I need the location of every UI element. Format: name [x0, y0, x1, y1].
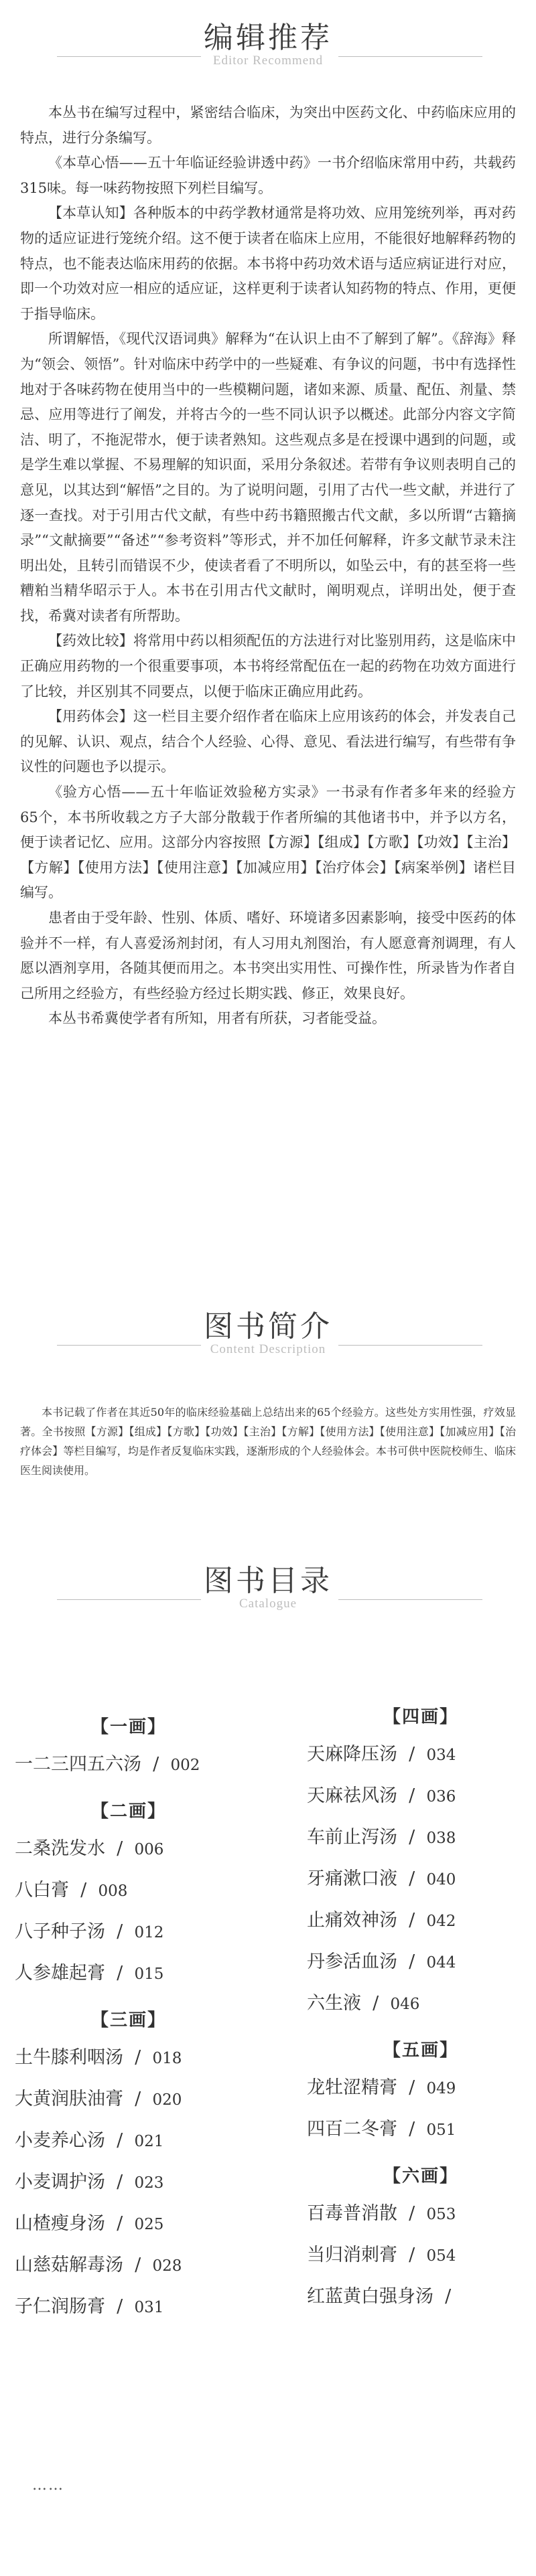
catalogue-entry[interactable]: 山慈菇解毒汤 / 028: [15, 2255, 182, 2275]
catalogue-entry[interactable]: 土牛膝利咽汤 / 018: [15, 2047, 182, 2068]
formula-name: 大黄润肤油膏: [15, 2089, 123, 2109]
formula-name: 土牛膝利咽汤: [15, 2047, 123, 2068]
page-number: 034: [426, 1747, 456, 1764]
page-number: 018: [152, 2050, 182, 2067]
catalogue-entry[interactable]: 八白膏 / 008: [15, 1880, 128, 1901]
page-number: 023: [134, 2174, 164, 2192]
formula-name: 人参雄起膏: [15, 1963, 105, 1984]
intro-paragraph: 本书记载了作者在其近50年的临床经验基础上总结出来的65个经验方。这些处方实用性强，疗效显著。全书按照【方源】【组成】【方歌】【功效】【主治】【方解】【使用方法】【使用注意】【加减应用】【治疗体会】等栏目编写，均是作者反复临床实践，逐渐形成的个人经验体会。本书可供中医院校师生、临床医生阅读使用。: [20, 1406, 516, 1477]
formula-name: 八白膏: [15, 1880, 69, 1901]
page-number: 046: [390, 1996, 420, 2013]
catalogue-entry[interactable]: 红蓝黄白强身汤 /: [307, 2286, 457, 2307]
formula-name: 子仁润肠膏: [15, 2296, 105, 2317]
header-rule-right: [338, 1345, 482, 1346]
catalogue-entry[interactable]: 龙牡涩精膏 / 049: [307, 2077, 456, 2098]
page-number: 054: [426, 2247, 456, 2265]
stroke-group-title: 【六画】: [383, 2166, 458, 2186]
stroke-group-title: 【三画】: [90, 2010, 166, 2030]
page-number: 038: [426, 1830, 456, 1847]
page-number: 008: [98, 1882, 128, 1900]
page-number: 053: [426, 2206, 456, 2223]
catalogue-entry[interactable]: 八子种子汤 / 012: [15, 1921, 164, 1942]
catalogue-entry[interactable]: 牙痛漱口液 / 040: [307, 1868, 456, 1889]
intro-header: [0, 1302, 536, 1369]
catalogue-entry[interactable]: 丹参活血汤 / 044: [307, 1951, 456, 1972]
catalogue-entry[interactable]: 当归消刺膏 / 054: [307, 2245, 456, 2265]
page-number: 049: [426, 2080, 456, 2097]
header-rule-right: [338, 56, 482, 57]
formula-name: 龙牡涩精膏: [307, 2077, 397, 2098]
catalogue-ellipsis: ……: [32, 2477, 64, 2494]
recommend-paragraph: 本丛书希冀使学者有所知，用者有所获，习者能受益。: [48, 1010, 386, 1027]
catalogue-entry[interactable]: 六生液 / 046: [307, 1993, 420, 2014]
formula-name: 天麻祛风汤: [307, 1785, 397, 1806]
formula-name: 车前止泻汤: [307, 1827, 397, 1848]
catalogue-entry[interactable]: 子仁润肠膏 / 031: [15, 2296, 164, 2317]
formula-name: 八子种子汤: [15, 1921, 105, 1942]
page-number: 025: [134, 2216, 164, 2233]
page-number: 021: [134, 2133, 164, 2150]
recommend-subtitle: Editor Recommend: [212, 54, 324, 68]
formula-name: 牙痛漱口液: [307, 1868, 397, 1889]
formula-name: 六生液: [307, 1993, 361, 2014]
recommend-paragraph: 《本草心悟——五十年临证经验讲透中药》一书介绍临床常用中药，共载药315味。每一味药物按照下列栏目编写。: [20, 155, 516, 196]
formula-name: 小麦调护汤: [15, 2172, 105, 2192]
recommend-paragraph: 《验方心悟——五十年临证效验秘方实录》一书录有作者多年来的经验方65个，本书所收载之方子大部分散载于作者所编的其他诸书中，并予以方名，便于读者记忆、应用。这部分内容按照【方源】【组成】【方歌】【功效】【主治】【方解】【使用方法】【使用注意】【加减应用】【治疗体会】【病案举例】诸栏目编写。: [20, 784, 516, 901]
catalogue-left-column: [15, 1710, 243, 2328]
page-number: 020: [152, 2091, 182, 2109]
recommend-paragraph: 患者由于受年龄、性别、体质、嗜好、环境诸多因素影响，接受中医药的体验并不一样，有人喜爱汤剂封闭，有人习用丸剂图治，有人愿意膏剂调理，有人愿以酒剂享用，各随其便而用之。本书突出实用性、可操作性，所录皆为作者自己所用之经验方，有些经验方经过长期实践、修正，效果良好。: [20, 910, 516, 1001]
formula-name: 止痛效神汤: [307, 1910, 397, 1931]
recommend-paragraph: 【用药体会】这一栏目主要介绍作者在临床上应用该药的体会，并发表自己的见解、认识、观点，结合个人经验、心得、意见、看法进行编写，有些带有争议性的问题也予以提示。: [20, 708, 516, 775]
formula-name: 二桑洗发水: [15, 1838, 105, 1859]
page-number: 006: [134, 1841, 164, 1858]
header-rule-right: [338, 1599, 482, 1600]
formula-name: 红蓝黄白强身汤: [307, 2286, 433, 2307]
catalogue-entry[interactable]: 二桑洗发水 / 006: [15, 1838, 164, 1859]
formula-name: 小麦养心汤: [15, 2130, 105, 2151]
catalogue-entry[interactable]: 车前止泻汤 / 038: [307, 1827, 456, 1848]
catalogue-header: [0, 1556, 536, 1623]
page-number: 002: [170, 1757, 200, 1774]
intro-body: [20, 1402, 516, 1480]
recommend-body: [20, 100, 516, 1032]
page-number: 042: [426, 1913, 456, 1930]
formula-name: 山楂瘦身汤: [15, 2213, 105, 2234]
page-number: 031: [134, 2299, 164, 2316]
catalogue-right-column: [307, 1700, 535, 2318]
page-number: 044: [426, 1954, 456, 1971]
recommend-paragraph: 本丛书在编写过程中，紧密结合临床，为突出中医药文化、中药临床应用的特点，进行分条编写。: [20, 104, 516, 146]
recommend-paragraph: 所谓解悟，《现代汉语词典》解释为“在认识上由不了解到了解”。《辞海》释为“领会、领悟”。针对临床中药学中的一些疑难、有争议的问题，书中有选择性地对于各味药物在使用当中的一些模糊问题，诸如来源、质量、配伍、剂量、禁忌、应用等进行了阐发，并将古今的一些不同认识予以概述。此部分内容文字简洁、明了，不拖泥带水，便于读者熟知。这些观点多是在授课中遇到的问题，或是学生难以掌握、不易理解的知识面，采用分条叙述。若带有争议则表明自己的意见，以其达到“解悟”之目的。为了说明问题，引用了古代一些文献，并进行了逐一查找。对于引用古代文献，有些中药书籍照搬古代文献，多以所谓“古籍摘录”“文献摘要”“备述”“参考资料”等形式，并不加任何解释，许多文献节录未注明出处，且转引而错误不少，使读者看了不明所以，如坠云中，有的甚至将一些糟粕当精华昭示于人。本书在引用古代文献时，阐明观点，详明出处，便于查找，希冀对读者有所帮助。: [20, 331, 516, 624]
stroke-group-title: 【一画】: [90, 1717, 166, 1737]
catalogue-entry[interactable]: 一二三四五六汤 / 002: [15, 1754, 200, 1775]
stroke-group-title: 【四画】: [383, 1707, 458, 1727]
page-number: 028: [152, 2257, 182, 2275]
recommend-header: [0, 13, 536, 80]
intro-title: 图书简介: [204, 1309, 332, 1344]
page-number: 036: [426, 1788, 456, 1805]
catalogue-entry[interactable]: 山楂瘦身汤 / 025: [15, 2213, 164, 2234]
catalogue-entry[interactable]: 天麻降压汤 / 034: [307, 1744, 456, 1765]
catalogue-entry[interactable]: 人参雄起膏 / 015: [15, 1963, 164, 1984]
catalogue-entry[interactable]: 小麦调护汤 / 023: [15, 2172, 164, 2192]
stroke-group-title: 【五画】: [383, 2040, 458, 2061]
recommend-paragraph: 【本草认知】各种版本的中药学教材通常是将功效、应用笼统列举，再对药物的适应证进行笼统介绍。这不便于读者在临床上应用，不能很好地解释药物的特点，也不能表达临床用药的依据。本书将中药功效术语与适应病证进行对应，即一个功效对应一相应的适应证，这样更利于读者认知药物的特点、作用，更便于指导临床。: [20, 205, 516, 322]
catalogue-title: 图书目录: [204, 1564, 332, 1598]
catalogue-entry[interactable]: 天麻祛风汤 / 036: [307, 1785, 456, 1806]
formula-name: 丹参活血汤: [307, 1951, 397, 1972]
catalogue-subtitle: Catalogue: [239, 1597, 297, 1611]
formula-name: 天麻降压汤: [307, 1744, 397, 1765]
catalogue-entry[interactable]: 大黄润肤油膏 / 020: [15, 2089, 182, 2109]
formula-name: 四百二冬膏: [307, 2119, 397, 2140]
formula-name: 山慈菇解毒汤: [15, 2255, 123, 2275]
page-number: 040: [426, 1871, 456, 1888]
catalogue-entry[interactable]: 止痛效神汤 / 042: [307, 1910, 456, 1931]
catalogue-entry[interactable]: 小麦养心汤 / 021: [15, 2130, 164, 2151]
stroke-group-title: 【二画】: [90, 1801, 166, 1822]
catalogue-entry[interactable]: 百毒普消散 / 053: [307, 2203, 456, 2224]
recommend-paragraph: 【药效比较】将常用中药以相须配伍的方法进行对比鉴别用药，这是临床中正确应用药物的一个很重要事项，本书将经常配伍在一起的药物在功效方面进行了比较，并区别其不同要点，以便于临床正确应用此药。: [20, 633, 516, 700]
formula-name: 当归消刺膏: [307, 2245, 397, 2265]
intro-subtitle: Content Description: [210, 1342, 326, 1356]
formula-name: 百毒普消散: [307, 2203, 397, 2224]
page-number: 051: [426, 2121, 456, 2139]
catalogue-entry[interactable]: 四百二冬膏 / 051: [307, 2119, 456, 2140]
page-number: 015: [134, 1965, 164, 1983]
page-number: 012: [134, 1924, 164, 1941]
recommend-title: 编辑推荐: [204, 21, 332, 55]
formula-name: 一二三四五六汤: [15, 1754, 141, 1775]
